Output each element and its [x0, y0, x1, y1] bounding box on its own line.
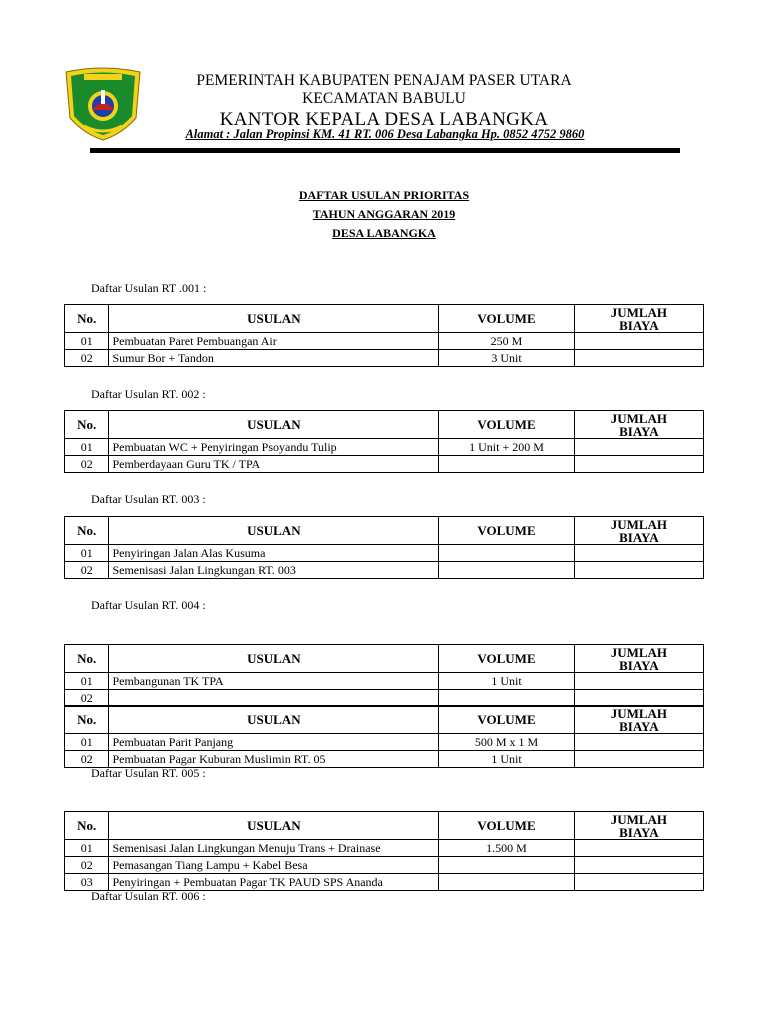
letterhead-address: Alamat : Jalan Propinsi KM. 41 RT. 006 Desa Labangka Hp. 0852 4752 9860	[185, 127, 585, 141]
cell-volume	[439, 456, 574, 473]
cell-volume	[439, 545, 574, 562]
cell-jumlah-biaya	[574, 690, 703, 707]
cell-no: 01	[65, 840, 109, 857]
column-header-jumlah-biaya	[574, 812, 703, 840]
cell-usulan	[109, 690, 439, 707]
column-header-biaya: BIAYA	[619, 317, 659, 333]
column-header-jumlah-biaya	[574, 645, 703, 673]
column-header-no: No.	[65, 812, 109, 840]
column-header-biaya: BIAYA	[619, 657, 659, 673]
proposal-table-rt004	[64, 644, 704, 707]
cell-usulan: Pemasangan Tiang Lampu + Kabel Besa	[109, 857, 439, 874]
table-header-row	[65, 411, 704, 439]
table-row	[65, 690, 704, 707]
column-header-volume: VOLUME	[439, 517, 574, 545]
cell-volume	[439, 857, 574, 874]
cell-usulan: Semenisasi Jalan Lingkungan RT. 003	[109, 562, 439, 579]
cell-no: 01	[65, 734, 109, 751]
column-header-jumlah: JUMLAH	[610, 705, 668, 721]
cell-jumlah-biaya	[574, 874, 703, 891]
column-header-volume: VOLUME	[439, 645, 574, 673]
column-header-no: No.	[65, 706, 109, 734]
letterhead-government: PEMERINTAH KABUPATEN PENAJAM PASER UTARA	[196, 72, 572, 89]
column-header-biaya: BIAYA	[619, 718, 659, 734]
cell-no: 02	[65, 562, 109, 579]
column-header-usulan: USULAN	[109, 706, 439, 734]
section-label-rt004: Daftar Usulan RT. 004 :	[91, 598, 206, 612]
cell-no: 02	[65, 690, 109, 707]
column-header-usulan: USULAN	[109, 411, 439, 439]
cell-no: 02	[65, 751, 109, 768]
cell-usulan: Pemberdayaan Guru TK / TPA	[109, 456, 439, 473]
document-village: DESA LABANGKA	[332, 226, 436, 240]
section-label-rt002: Daftar Usulan RT. 002 :	[91, 387, 206, 401]
column-header-jumlah: JUMLAH	[610, 811, 668, 827]
cell-jumlah-biaya	[574, 350, 703, 367]
cell-volume: 250 M	[439, 333, 574, 350]
column-header-usulan: USULAN	[109, 305, 439, 333]
column-header-jumlah: JUMLAH	[610, 516, 668, 532]
letterhead-district: KECAMATAN BABULU	[302, 90, 466, 107]
cell-usulan: Semenisasi Jalan Lingkungan Menuju Trans + Drainase	[109, 840, 439, 857]
cell-usulan: Penyiringan + Pembuatan Pagar TK PAUD SPS Ananda	[109, 874, 439, 891]
cell-volume: 3 Unit	[439, 350, 574, 367]
cell-volume: 1.500 M	[439, 840, 574, 857]
table-row	[65, 874, 704, 891]
cell-usulan: Pembangunan TK TPA	[109, 673, 439, 690]
column-header-no: No.	[65, 305, 109, 333]
column-header-jumlah: JUMLAH	[610, 644, 668, 660]
cell-jumlah-biaya	[574, 562, 703, 579]
cell-jumlah-biaya	[574, 673, 703, 690]
cell-volume: 1 Unit	[439, 673, 574, 690]
table-header-row	[65, 812, 704, 840]
table-header-row	[65, 517, 704, 545]
cell-no: 01	[65, 333, 109, 350]
cell-usulan: Pembuatan Paret Pembuangan Air	[109, 333, 439, 350]
letterhead-office: KANTOR KEPALA DESA LABANGKA	[219, 109, 549, 130]
table-row	[65, 857, 704, 874]
cell-jumlah-biaya	[574, 439, 703, 456]
cell-jumlah-biaya	[574, 333, 703, 350]
cell-volume	[439, 562, 574, 579]
proposal-table-rt001	[64, 304, 704, 367]
column-header-biaya: BIAYA	[619, 824, 659, 840]
column-header-volume: VOLUME	[439, 706, 574, 734]
table-row	[65, 439, 704, 456]
cell-usulan: Pembuatan WC + Penyiringan Psoyandu Tulip	[109, 439, 439, 456]
table-row	[65, 350, 704, 367]
cell-usulan: Pembuatan Parit Panjang	[109, 734, 439, 751]
column-header-jumlah-biaya	[574, 305, 703, 333]
proposal-table-rt005	[64, 811, 704, 891]
column-header-jumlah: JUMLAH	[610, 410, 668, 426]
column-header-volume: VOLUME	[439, 411, 574, 439]
cell-no: 01	[65, 439, 109, 456]
table-row	[65, 333, 704, 350]
table-row	[65, 562, 704, 579]
cell-jumlah-biaya	[574, 545, 703, 562]
column-header-volume: VOLUME	[439, 305, 574, 333]
column-header-biaya: BIAYA	[619, 423, 659, 439]
cell-jumlah-biaya	[574, 840, 703, 857]
document-fiscal-year: TAHUN ANGGARAN 2019	[312, 207, 456, 221]
cell-no: 02	[65, 456, 109, 473]
table-row	[65, 545, 704, 562]
cell-jumlah-biaya	[574, 456, 703, 473]
column-header-usulan: USULAN	[109, 645, 439, 673]
table-row	[65, 751, 704, 768]
column-header-jumlah-biaya	[574, 411, 703, 439]
section-label-rt005: Daftar Usulan RT. 005 :	[91, 766, 206, 780]
column-header-jumlah: JUMLAH	[610, 304, 668, 320]
proposal-table-rt002	[64, 410, 704, 473]
table-row	[65, 456, 704, 473]
section-label-rt003: Daftar Usulan RT. 003 :	[91, 492, 206, 506]
column-header-jumlah-biaya	[574, 517, 703, 545]
column-header-no: No.	[65, 411, 109, 439]
letterhead	[150, 72, 618, 131]
cell-jumlah-biaya	[574, 734, 703, 751]
cell-jumlah-biaya	[574, 857, 703, 874]
letterhead-divider	[90, 148, 680, 153]
cell-volume	[439, 874, 574, 891]
cell-no: 02	[65, 350, 109, 367]
cell-usulan: Penyiringan Jalan Alas Kusuma	[109, 545, 439, 562]
table-header-row	[65, 305, 704, 333]
column-header-volume: VOLUME	[439, 812, 574, 840]
cell-usulan: Pembuatan Pagar Kuburan Muslimin RT. 05	[109, 751, 439, 768]
cell-volume	[439, 690, 574, 707]
section-label-rt001: Daftar Usulan RT .001 :	[91, 281, 207, 295]
cell-no: 03	[65, 874, 109, 891]
district-emblem-logo	[62, 66, 144, 142]
cell-no: 02	[65, 857, 109, 874]
proposal-table-rt004-continued	[64, 705, 704, 768]
column-header-biaya: BIAYA	[619, 529, 659, 545]
cell-volume: 500 M x 1 M	[439, 734, 574, 751]
column-header-no: No.	[65, 645, 109, 673]
document-titles	[0, 186, 768, 243]
cell-no: 01	[65, 673, 109, 690]
column-header-usulan: USULAN	[109, 812, 439, 840]
table-row	[65, 734, 704, 751]
document-title: DAFTAR USULAN PRIORITAS	[298, 188, 470, 202]
proposal-table-rt003	[64, 516, 704, 579]
cell-usulan: Sumur Bor + Tandon	[109, 350, 439, 367]
table-row	[65, 673, 704, 690]
table-header-row	[65, 645, 704, 673]
column-header-usulan: USULAN	[109, 517, 439, 545]
column-header-no: No.	[65, 517, 109, 545]
table-header-row	[65, 706, 704, 734]
column-header-jumlah-biaya	[574, 706, 703, 734]
section-label-rt006: Daftar Usulan RT. 006 :	[91, 889, 206, 903]
cell-no: 01	[65, 545, 109, 562]
cell-jumlah-biaya	[574, 751, 703, 768]
cell-volume: 1 Unit	[439, 751, 574, 768]
table-row	[65, 840, 704, 857]
cell-volume: 1 Unit + 200 M	[439, 439, 574, 456]
